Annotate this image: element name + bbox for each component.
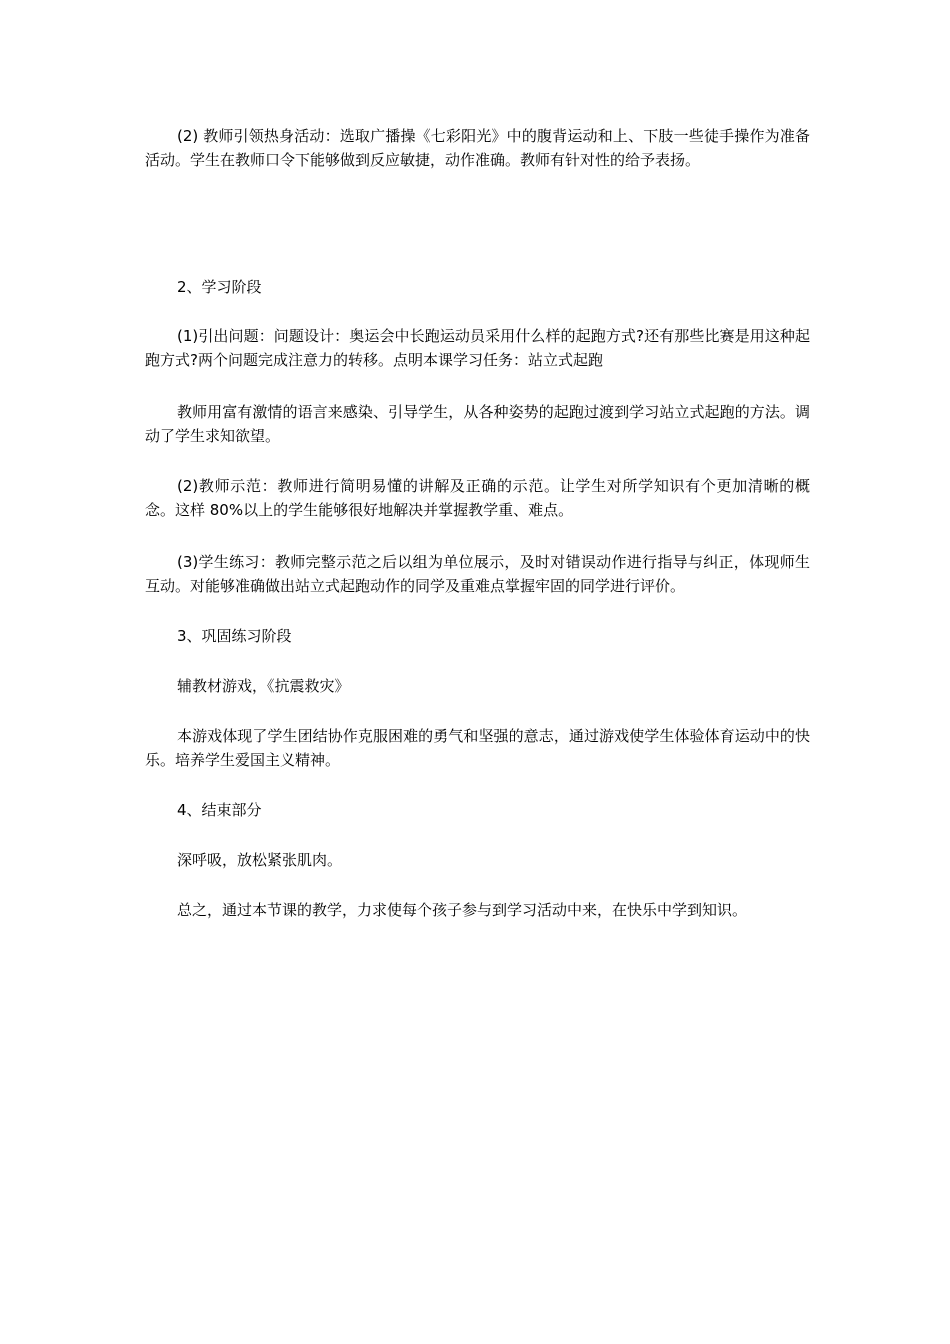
heading-learning-stage: 2、学习阶段 (177, 278, 262, 296)
paragraph-conclusion: 总之，通过本节课的教学，力求使每个孩子参与到学习活动中来，在快乐中学到知识。 (177, 901, 748, 919)
paragraph-teacher-demo: (2)教师示范：教师进行简明易懂的讲解及正确的示范。让学生对所学知识有个更加清晰的概念。这样 80%以上的学生能够很好地解决并掌握教学重、难点。 (145, 477, 810, 519)
heading-consolidation-stage: 3、巩固练习阶段 (177, 627, 292, 645)
heading-ending: 4、结束部分 (177, 801, 262, 819)
paragraph-game: 辅教材游戏，《抗震救灾》 (177, 677, 350, 695)
paragraph-warmup: (2) 教师引领热身活动：选取广播操《七彩阳光》中的腹背运动和上、下肢一些徒手操作为准备活动。学生在教师口令下能够做到反应敏捷，动作准确。教师有针对性的给予表扬。 (145, 127, 810, 169)
paragraph-game-description: 本游戏体现了学生团结协作克服困难的勇气和坚强的意志，通过游戏使学生体验体育运动中的快乐。培养学生爱国主义精神。 (145, 727, 810, 769)
paragraph-relax: 深呼吸，放松紧张肌肉。 (177, 851, 343, 869)
paragraph-intro-question: (1)引出问题：问题设计：奥运会中长跑运动员采用什么样的起跑方式?还有那些比赛是用这种起跑方式?两个问题完成注意力的转移。点明本课学习任务：站立式起跑 (145, 327, 810, 369)
paragraph-teacher-guidance: 教师用富有激情的语言来感染、引导学生，从各种姿势的起跑过渡到学习站立式起跑的方法。调动了学生求知欲望。 (145, 403, 810, 445)
paragraph-student-practice: (3)学生练习：教师完整示范之后以组为单位展示，及时对错误动作进行指导与纠正，体现师生互动。对能够准确做出站立式起跑动作的同学及重难点掌握牢固的同学进行评价。 (145, 553, 810, 595)
